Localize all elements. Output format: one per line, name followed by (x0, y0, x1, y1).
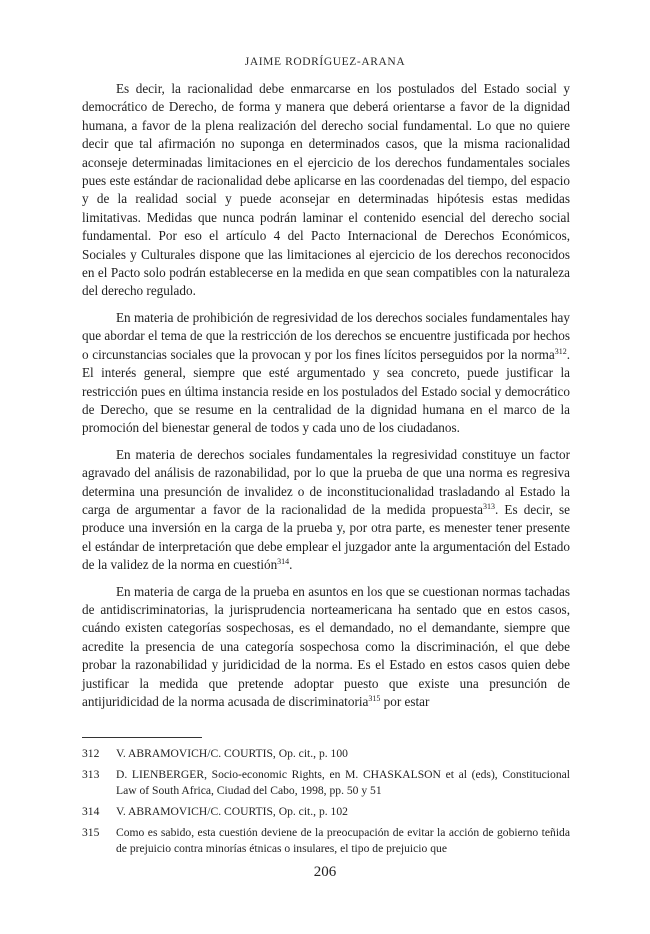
paragraph (82, 446, 570, 575)
footnote-ref[interactable]: 313 (482, 501, 495, 511)
footnote-text: Como es sabido, esta cuestión deviene de la preocupación de evitar la acción de gobierno teñida de prejuicio contra minorías étnicas o insulares, el tipo de prejuicio que (116, 826, 570, 855)
body-text (82, 80, 570, 719)
paragraph-text: Es decir, la racionalidad debe enmarcarse en los postulados del Estado social y democrático de Derecho, de forma y manera que deberá orientarse a favor de la dignidad humana, a favor de la plena realización del derecho social fundamental. Lo que no quiere decir que tal afirmación no suponga en determinados casos, que la misma racionalidad aconseje determinadas limitaciones en el ejercicio de los derechos fundamentales sociales pues este estándar de racionalidad debe aplicarse en las coordenadas del tiempo, del espacio y de la realidad social y puede aconsejar en determinadas hipótesis estas medidas limitativas. Medidas que nunca podrán laminar el contenido esencial del derecho social fundamental. Por eso el artículo 4 del Pacto Internacional de Derechos Económicos, Sociales y Culturales dispone que las limitaciones al ejercicio de los derechos reconocidos en el Pacto solo podrán establecerse en la medida en que sean compatibles con la naturaleza del derecho regulado. (82, 81, 570, 299)
paragraph-text: . Es decir, se produce una inversión en la carga de la prueba y, por otra parte, es menester tener presente el estándar de interpretación que debe emplear el juzgador ante la argumentación del Estado de la validez de la norma en cuestión (82, 501, 571, 573)
footnote (82, 804, 570, 820)
paragraph (82, 80, 570, 301)
footnotes (82, 746, 570, 862)
paragraph-text: . (289, 557, 293, 573)
running-head: JAIME RODRÍGUEZ-ARANA (244, 56, 406, 68)
footnote-divider (82, 737, 202, 738)
footnote-text: D. LIENBERGER, Socio-economic Rights, en M. CHASKALSON et al (eds), Constitucional Law of South Africa, Ciudad del Cabo, 1998, pp. 50 y 51 (116, 768, 570, 797)
footnote-text: V. ABRAMOVICH/C. COURTIS, Op. cit., p. 102 (116, 805, 348, 818)
footnote-ref[interactable]: 315 (368, 694, 381, 703)
paragraph (82, 309, 570, 438)
paragraph-text: En materia de derechos sociales fundamentales la regresividad constituye un factor agravado del análisis de razonabilidad, por lo que la prueba de que una norma es regresiva determina una presunción de invalidez o de inconstitucionalidad trasladando al Estado la carga de argumentar a favor de la racionalidad de la medida propuesta (82, 446, 570, 517)
footnote-number: 315 (82, 826, 100, 839)
footnote-ref[interactable]: 314 (277, 557, 290, 567)
footnote (82, 767, 570, 799)
paragraph-text: En materia de carga de la prueba en asuntos en los que se cuestionan normas tachadas de antidiscriminatorias, la jurisprudencia norteamericana ha sentado que en estos casos, cuándo existen categorías sospechosas, es el demandado, no el demandante, siempre que acredite la presencia de una categoría sospechosa como la discriminación, el que debe probar la razonabilidad y juridicidad de la norma. Es el Estado en estos casos quien debe justificar la medida que pretende adoptar puesto que existe una presunción de antijuridicidad de la norma acusada de discriminatoria (82, 583, 570, 709)
paragraph-text: por estar (380, 694, 430, 709)
paragraph-text: En materia de prohibición de regresividad de los derechos sociales fundamentales hay que abordar el tema de que la restricción de los derechos se encuentre justificada por hechos o circunstancias sociales que la provocan y por los fines lícitos perseguidos por la norma (82, 309, 570, 362)
footnote-number: 313 (82, 768, 100, 781)
paragraph-text: . El interés general, siempre que esté argumentado y sea concreto, puede justificar la restricción pues en última instancia reside en los postulados del Estado social y democrático de Derecho, que se resume en la centralidad de la dignidad humana en el marco de la promoción del bienestar general de todos y cada uno de los ciudadanos. (82, 346, 570, 436)
footnote-number: 312 (82, 747, 100, 760)
footnote (82, 746, 570, 762)
footnote-ref[interactable]: 312 (554, 346, 567, 356)
footnote-text: V. ABRAMOVICH/C. COURTIS, Op. cit., p. 100 (116, 747, 348, 760)
paragraph (82, 583, 570, 712)
page-number: 206 (313, 864, 337, 880)
footnote (82, 825, 570, 857)
footnote-number: 314 (82, 805, 100, 818)
